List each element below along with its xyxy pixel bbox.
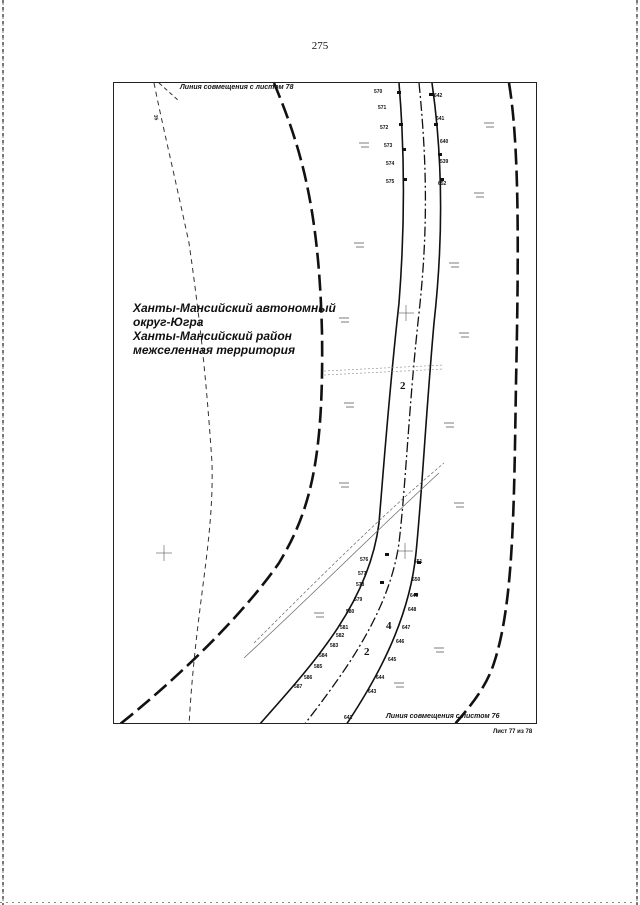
bottom-scan-border [0, 902, 640, 903]
point-label: 647 [402, 625, 411, 631]
point-label: 572 [380, 125, 389, 131]
point-label: 651 [414, 559, 423, 565]
top-left-dashed-line [159, 83, 179, 101]
left-marker: 35 [152, 114, 159, 121]
point-label: 581 [340, 625, 349, 631]
point-label: 573 [384, 143, 393, 149]
map-drawing [114, 83, 537, 724]
region-label-line: округ-Югра [133, 315, 204, 329]
point-label: 640 [440, 139, 449, 145]
point-label: 644 [376, 675, 385, 681]
left-scan-border [2, 0, 4, 905]
region-label-line: Ханты-Мансийский автономный [133, 301, 336, 315]
point-label: 645 [388, 657, 397, 663]
sheet-count: Лист 77 из 78 [493, 729, 533, 735]
point-label: 571 [378, 105, 387, 111]
point-label: 641 [436, 116, 445, 122]
region-label-line: Ханты-Мансийский район [133, 329, 292, 343]
point-label: 585 [314, 664, 323, 670]
point-label: 642 [434, 93, 443, 99]
district-boundary-line [154, 83, 212, 724]
region-label-line: межселенная территория [133, 343, 296, 357]
cross-marker [397, 543, 413, 559]
point-label: 649 [410, 593, 419, 599]
page-number: 275 [311, 40, 329, 52]
route-number: 4 [386, 620, 392, 632]
point-label: 646 [396, 639, 405, 645]
corridor-left-line [259, 83, 404, 724]
point-label: 650 [412, 577, 421, 583]
region-label [133, 301, 336, 357]
left-boundary-line [119, 83, 322, 724]
point-label: 578 [356, 582, 365, 588]
crossing-line-c [324, 365, 444, 371]
route-number: 2 [364, 646, 370, 658]
point-label: 582 [336, 633, 345, 639]
right-boundary-line [454, 83, 518, 724]
point-label: 580 [346, 609, 355, 615]
point-label: 579 [354, 597, 363, 603]
point-label: 570 [374, 89, 383, 95]
point-label: 648 [408, 607, 417, 613]
point-label: 652 [438, 181, 447, 187]
route-number: 2 [400, 380, 406, 392]
right-scan-border [636, 0, 638, 905]
point-label: 539 [440, 159, 449, 165]
cross-marker [398, 305, 414, 321]
sheet-line-bottom-label: Линия совмещения с листом 76 [386, 713, 500, 720]
point-label: 584 [319, 653, 328, 659]
point-label: 576 [360, 557, 369, 563]
point-label: 641 [344, 715, 353, 721]
point-label: 577 [358, 571, 367, 577]
point-label: 586 [304, 675, 313, 681]
point-label: 643 [368, 689, 377, 695]
sheet-line-top-label: Линия совмещения с листом 78 [180, 84, 294, 91]
point-label: 587 [294, 684, 303, 690]
point-label: 574 [386, 161, 395, 167]
cross-marker [156, 545, 172, 561]
point-label: 575 [386, 179, 395, 185]
point-label: 583 [330, 643, 339, 649]
crossing-line-d [324, 369, 444, 375]
map-frame [113, 82, 537, 724]
